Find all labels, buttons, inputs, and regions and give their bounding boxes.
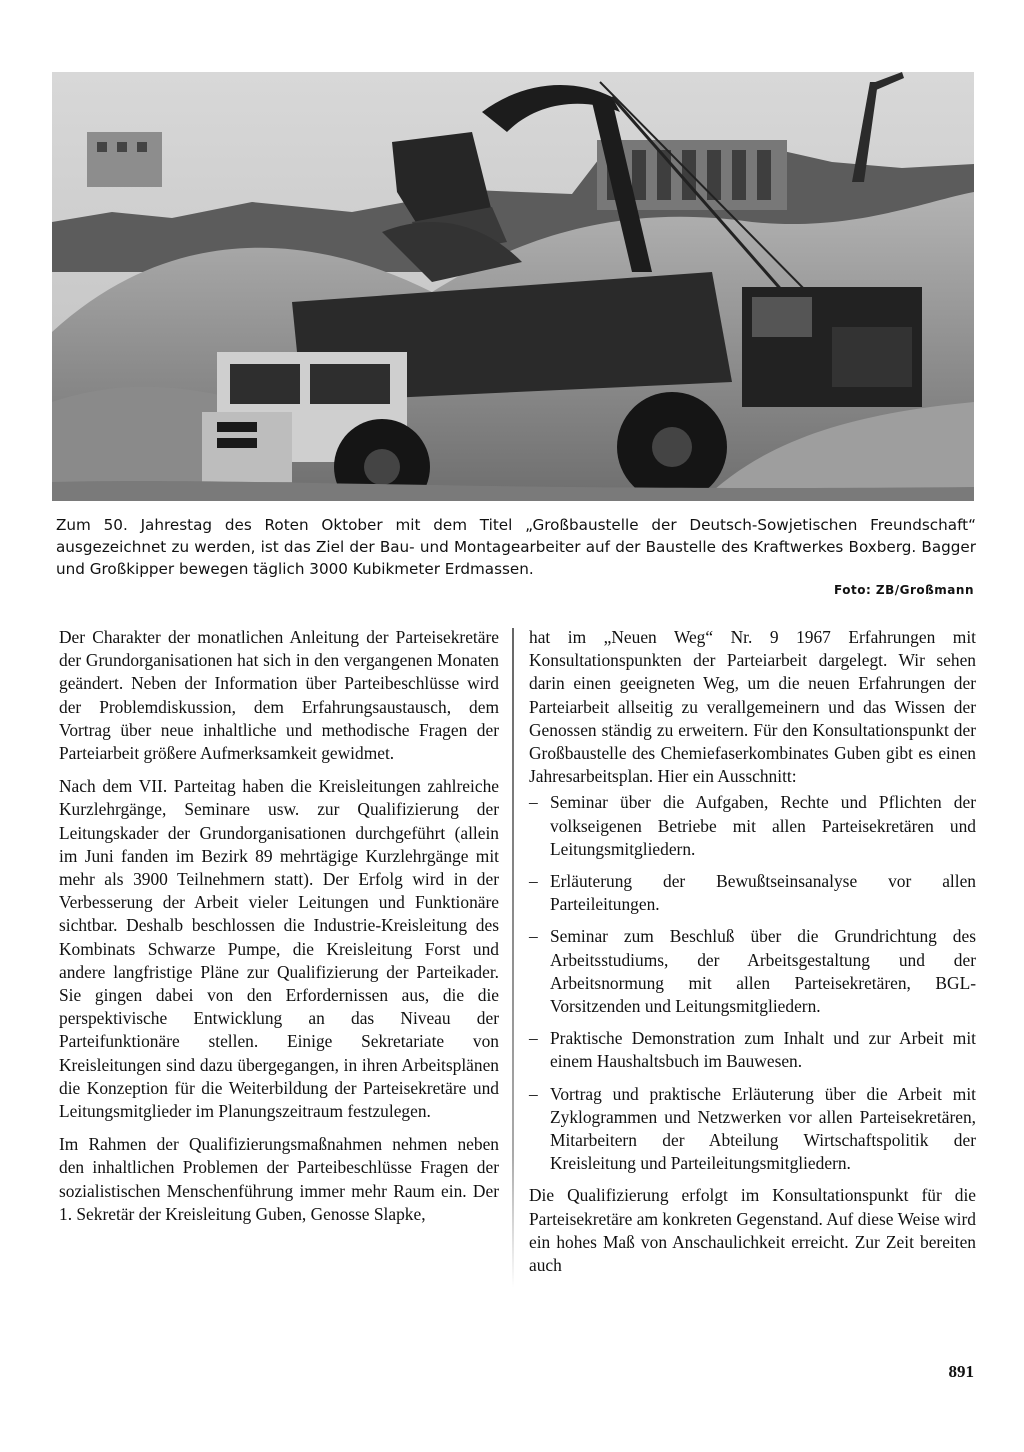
list-item-text: Seminar zum Beschluß über die Grundrichtung des Arbeitsstudiums, der Arbeitsgestaltung und der Arbeitsnormung mit allen Parteisekretären, BGL-Vorsitzenden und Leitungsmitgliedern. [550, 926, 976, 1017]
list-item-text: Praktische Demonstration zum Inhalt und zur Arbeit mit einem Haushaltsbuch im Bauwesen. [550, 1028, 976, 1072]
photo-credit: Foto: ZB/Großmann [834, 583, 974, 597]
column-divider [512, 628, 514, 1288]
right-column [529, 626, 976, 1277]
list-item [529, 1027, 976, 1073]
list-item [529, 791, 976, 861]
left-column [59, 626, 499, 1226]
paragraph: hat im „Neuen Weg“ Nr. 9 1967 Erfahrungen mit Konsultationspunkten der Parteiarbeit dargelegt. Wir sehen darin einen geeigneten Weg, um die neuen Erfahrungen der Parteiarbeit allseitig zu verallgemeinern und das Wissen der Genossen ständig zu erweitern. Für den Konsultationspunkt der Großbaustelle des Chemiefaserkombinates Guben gibt es einen Jahresarbeitsplan. Hier ein Ausschnitt: [529, 627, 976, 787]
page-number: 891 [948, 1362, 974, 1381]
dash-bullet: – [529, 871, 538, 892]
dash-bullet: – [529, 926, 538, 947]
photo-caption: Zum 50. Jahrestag des Roten Oktober mit dem Titel „Großbaustelle der Deutsch-Sowjetischen Freundschaft“ ausgezeichnet zu werden, ist das Ziel der Bau- und Montagearbeiter auf der Baustelle des Kraftwerkes Boxberg. Bagger und Großkipper bewegen täglich 3000 Kubikmeter Erdmassen. [56, 516, 976, 578]
paragraph: Die Qualifizierung erfolgt im Konsultationspunkt für die Parteisekretäre am konkreten Gegenstand. Auf diese Weise wird ein hohes Maß von Anschaulichkeit erreicht. Zur Zeit bereiten auch [529, 1185, 976, 1276]
list-item [529, 870, 976, 916]
list-item [529, 1083, 976, 1176]
dash-bullet: – [529, 792, 538, 813]
dash-bullet: – [529, 1028, 538, 1049]
construction-photo [52, 72, 974, 501]
list-item-text: Vortrag und praktische Erläuterung über die Arbeit mit Zyklogrammen und Netzwerken vor allen Parteisekretären, Mitarbeitern der Abteilung Wirtschaftspolitik der Kreisleitung und Parteileitungsmitgliedern. [550, 1083, 976, 1174]
dash-bullet: – [529, 1083, 538, 1104]
excavator-truck-illustration [52, 72, 974, 501]
list-item-text: Erläuterung der Bewußtseinsanalyse vor allen Parteileitungen. [550, 871, 976, 915]
work-plan-list [529, 791, 976, 1175]
list-item-text: Seminar über die Aufgaben, Rechte und Pflichten der volkseigenen Betriebe mit allen Parteisekretären und Leitungsmitgliedern. [550, 792, 976, 859]
paragraph: Der Charakter der monatlichen Anleitung der Parteisekretäre der Grundorganisationen hat sich in den vergangenen Monaten geändert. Neben der Information über Parteibeschlüsse wird der Problemdiskussion, dem Erfahrungsaustausch, dem Vortrag über neue inhaltliche und methodische Fragen der Parteiarbeit größere Aufmerksamkeit gewidmet. [59, 627, 499, 764]
list-item [529, 925, 976, 1018]
paragraph: Nach dem VII. Parteitag haben die Kreisleitungen zahlreiche Kurzlehrgänge, Seminare usw. zur Qualifizierung der Leitungskader der Grundorganisationen durchgeführt (allein im Juni fanden im Bezirk 89 mehrtägige Kurzlehrgänge mit mehr als 3900 Teilnehmern statt). Der Erfolg wird in der Verbesserung der Arbeit vieler Leitungen und Funktionäre sichtbar. Deshalb beschlossen die Industrie-Kreisleitung des Kombinats Schwarze Pumpe, die Kreisleitung Forst und andere langfristige Pläne zur Qualifizierung der Parteikader. Sie gingen dabei von den Erfordernissen aus, die die perspektivische Entwicklung an das Niveau der Parteifunktionäre stellen. Einige Sekretariate von Kreisleitungen sind dazu übergegangen, in ihren Arbeitsplänen die Konzeption für die Weiterbildung der Parteisekretäre und Leitungsmitglieder im Planungszeitraum festzulegen. [59, 776, 499, 1122]
paragraph: Im Rahmen der Qualifizierungsmaßnahmen nehmen neben den inhaltlichen Problemen der Parteibeschlüsse Fragen der sozialistischen Menschenführung immer mehr Raum ein. Der 1. Sekretär der Kreisleitung Guben, Genosse Slapke, [59, 1134, 499, 1224]
